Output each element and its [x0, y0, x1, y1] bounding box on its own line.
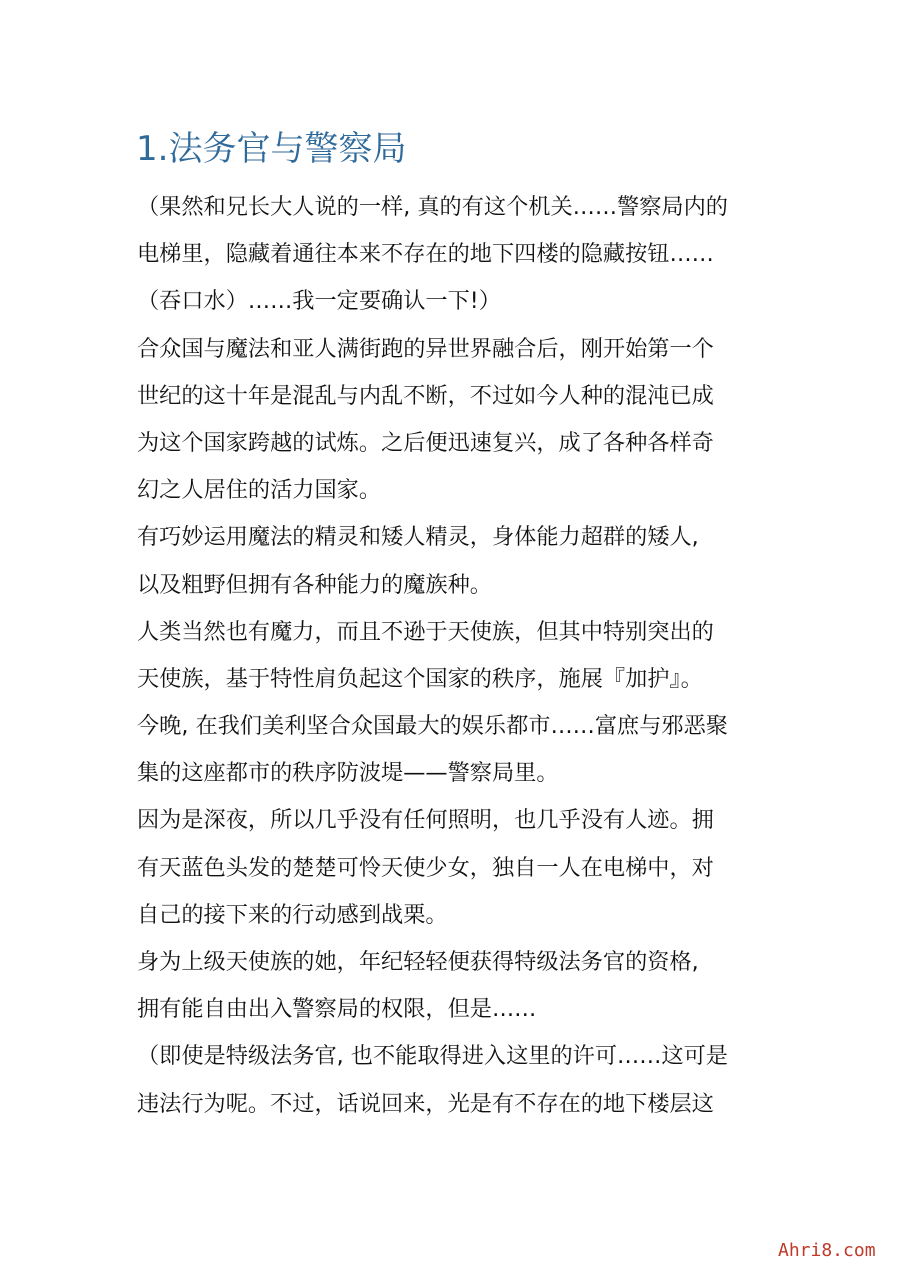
- text-line: 今晚, 在我们美利坚合众国最大的娱乐都市……富庶与邪恶聚: [137, 713, 728, 740]
- text-line: 有天蓝色头发的楚楚可怜天使少女，独自一人在电梯中，对: [137, 854, 714, 881]
- text-line: 违法行为呢。不过，话说回来，光是有不存在的地下楼层这: [137, 1090, 714, 1117]
- text-line: 身为上级天使族的她，年纪轻轻便获得特级法务官的资格,: [137, 949, 699, 975]
- text-line: 拥有能自由出入警察局的权限，但是……: [137, 996, 537, 1023]
- text-line: 有巧妙运用魔法的精灵和矮人精灵，身体能力超群的矮人,: [137, 524, 699, 551]
- text-line: 自己的接下来的行动感到战栗。: [137, 901, 448, 928]
- body-text: [137, 184, 769, 1128]
- text-line: （果然和兄长大人说的一样, 真的有这个机关……警察局内的: [137, 194, 728, 220]
- text-line: 集的这座都市的秩序防波堤——警察局里。: [137, 760, 559, 787]
- text-line: 人类当然也有魔力，而且不逊于天使族，但其中特别突出的: [137, 618, 714, 645]
- text-line: 幻之人居住的活力国家。: [137, 477, 382, 504]
- text-line: 因为是深夜，所以几乎没有任何照明，也几乎没有人迹。拥: [137, 807, 714, 834]
- text-line: 电梯里，隐藏着通往本来不存在的地下四楼的隐藏按钮……: [137, 241, 714, 268]
- text-line: 天使族，基于特性肩负起这个国家的秩序，施展『加护』。: [137, 665, 703, 692]
- watermark-text: Ahri8.com: [778, 1240, 876, 1261]
- text-line: 以及粗野但拥有各种能力的魔族种。: [137, 571, 492, 598]
- text-line: （吞口水）……我一定要确认一下!）: [137, 288, 501, 315]
- text-line: （即使是特级法务官, 也不能取得进入这里的许可……这可是: [137, 1043, 728, 1070]
- chapter-title: 1.法务官与警察局: [136, 129, 407, 169]
- text-line: 为这个国家跨越的试炼。之后便迅速复兴，成了各种各样奇: [137, 429, 714, 456]
- text-line: 世纪的这十年是混乱与内乱不断，不过如今人种的混沌已成: [137, 382, 714, 409]
- text-line: 合众国与魔法和亚人满街跑的异世界融合后，刚开始第一个: [137, 335, 714, 362]
